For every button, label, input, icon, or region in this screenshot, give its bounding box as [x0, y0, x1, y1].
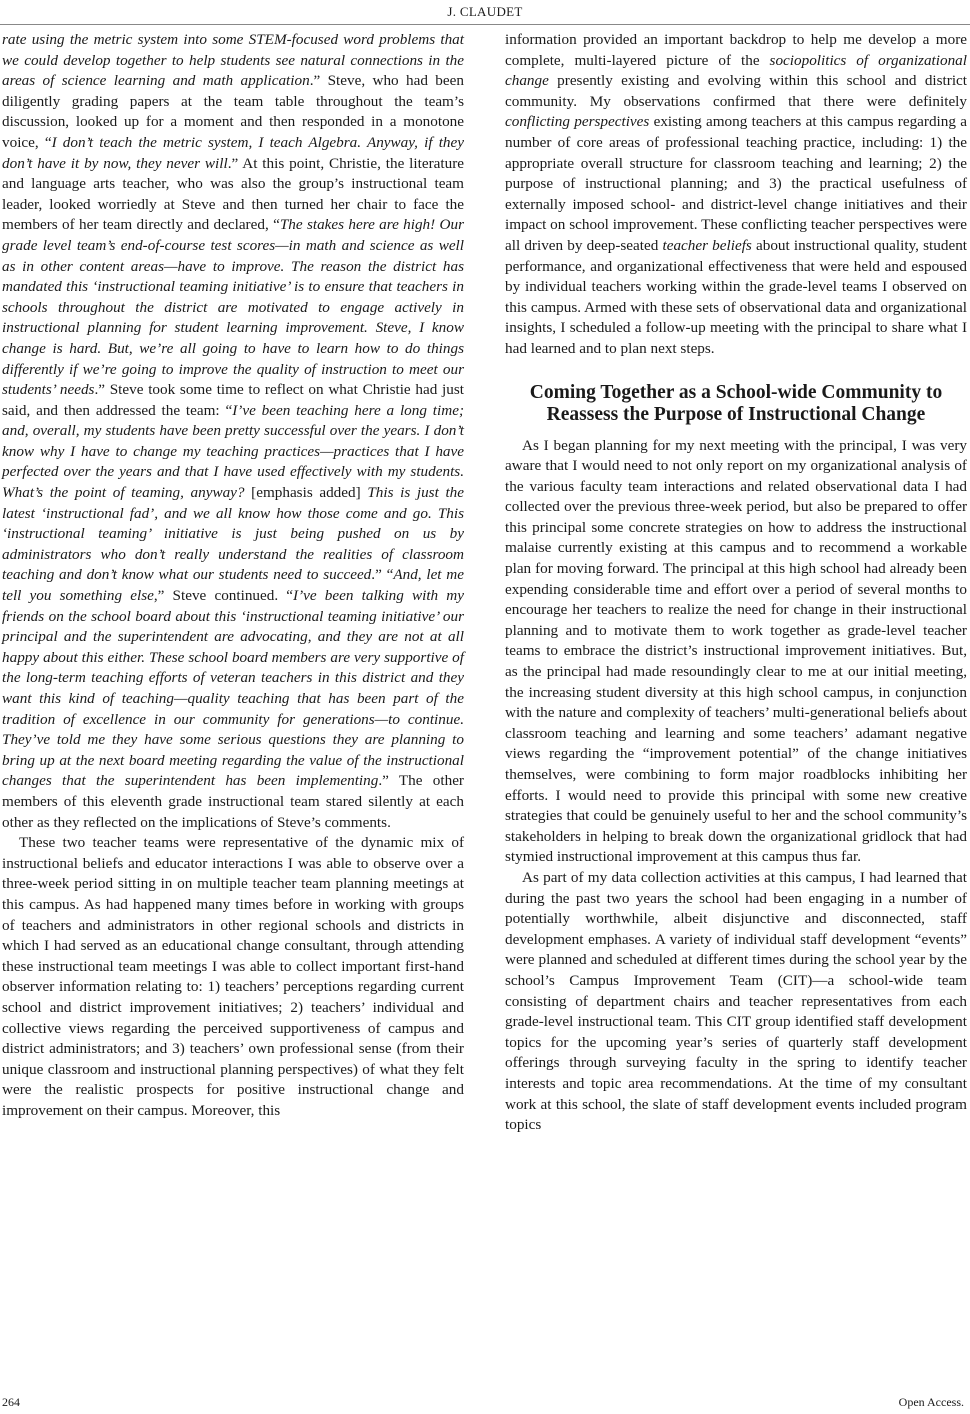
- paragraph: [505, 868, 967, 1136]
- italic-text: This is just the latest ‘instructional fad’, and we all know how those come and go. This ‘instructional teaming’ initiative is just being pushed on us by administrators who don’t really understand the realities of classroom teaching and don’t know what our students need to succeed: [2, 484, 464, 584]
- text-run: .” The other members of this eleventh grade instructional team stared silently at each other as they reflected on the implications of Steve’s comments.: [2, 772, 464, 831]
- page-number: 264: [2, 1395, 20, 1409]
- text-run: As part of my data collection activities at this campus, I had learned that during the past two years the school had been engaging in a number of potentially worthwhile, albeit disjunctive and disconnected, staff development emphases. A variety of individual staff development “events” were planned and scheduled at different times during the school year by the school’s Campus Improvement Team (CIT)—a school-wide team consisting of department chairs and teacher representatives from each grade-level instructional team. This CIT group identified staff development topics for the upcoming year’s series of quarterly staff development offerings through surveying faculty in the spring to identify teacher interests and topic area recommendations. At the time of my consultant work at this school, the slate of staff development events included program topics: [505, 868, 967, 1134]
- paragraph: [2, 30, 464, 833]
- italic-text: I’ve been talking with my friends on the school board about this ‘instructional teaming initiative’ our principal and the superintendent are advocating, and they are not at all happy about this either. These school board members are very supportive of the long-term teaching efforts of veteran teachers in this district and they want this kind of teaching—quality teaching that has been part of the tradition of excellence in our community for generations—to continue. They’ve told me they have some serious questions they are planning to bring up at the next board meeting regarding the value of the instructional changes that the superintendent has been implementing: [2, 587, 464, 790]
- header-rule: [0, 24, 970, 25]
- text-run: .” Steve took some time to reflect on what Christie had just said, and then addressed the team: “: [2, 381, 464, 419]
- italic-text: The stakes here are high! Our grade level team’s end-of-course test scores—in math and science as well as in other content areas—have to improve. The reason the district has mandated this ‘instructional teaming initiative’ is to ensure that teachers in schools throughout the district are motivated to engage actively in instructional planning for student learning improvement. Steve, I know change is hard. But, we’re all going to have to learn how to do things differently if we’re going to improve the quality of instruction to meet our students’ needs: [2, 216, 465, 399]
- left-column: [2, 30, 464, 1121]
- publisher-label: Open Access.: [898, 1395, 964, 1409]
- running-head: J. CLAUDET: [447, 4, 523, 19]
- text-run: ,” Steve continued. “: [153, 587, 294, 605]
- text-run: .” “: [371, 566, 394, 584]
- italic-text: rate using the metric system into some STEM-focused word problems that we could develop together to help students see natural connections in the areas of science learning and math application: [2, 31, 464, 90]
- italic-text: teacher beliefs: [662, 236, 752, 254]
- text-run: existing among teachers at this campus regarding a number of core areas of professional teaching practice, including: 1) the appropriate overall structure for classroom teaching and learning; 2) the purpose of instructional planning; and 3) the practical usefulness of externally imposed school- and district-level change initiatives and their impact on school improvement. These conflicting teacher perspectives were all driven by deep-seated: [505, 113, 967, 254]
- text-run: about instructional quality, student performance, and organizational effectiveness that were held and espoused by individual teachers working within the grade-level teams I observed on this campus. Armed with these sets of observational data and organizational insights, I scheduled a follow-up meeting with the principal to share what I had learned and to plan next steps.: [505, 236, 968, 357]
- text-run: These two teacher teams were representative of the dynamic mix of instructional beliefs and educator interactions I was able to observe over a three-week period sitting in on multiple teacher team planning meetings at this campus. As had happened many times before in working with groups of teachers and administrators in other regional schools and districts in which I had served as an educational change consultant, through attending these instructional team meetings I was able to collect important first-hand observer information relating to: 1) teachers’ perceptions regarding current school and district improvement initiatives; 2) teachers’ individual and collective views regarding the perceived supportiveness of campus and district administrators; and 3) teachers’ own professional sense (from their unique classroom and instructional planning perspectives) of what they felt were the realistic prospects for positive instructional change and improvement on their campus. Moreover, this: [2, 834, 464, 1119]
- paragraph: [505, 30, 967, 360]
- text-run: As I began planning for my next meeting with the principal, I was very aware that I would need to not only report on my organizational analysis of the various faculty team interactions and related observational data I had collected over the previous three-week period, but also be prepared to offer this principal some concrete strategies on how to address the instructional malaise currently existing at this campus and to recommend a workable plan for moving forward. The principal at this high school had already been expending considerable time and effort over a period of several months to encourage her teachers to realize the need for change in their instructional planning and to motivate them to work together as grade-level teacher teams to embrace the district’s instructional improvement initiatives. But, as the principal had made resoundingly clear to me at our initial meeting, the increasing student diversity at this high school campus, in conjunction with the nature and complexity of teachers’ multi-generational beliefs about classroom teaching and learning and some teachers’ adamant negative views regarding the “improvement potential” of the change initiatives themselves, were combining to form major roadblocks inhibiting her efforts. I would need to provide this principal with some new creative strategies that could be genuinely useful to her and the school community’s stakeholders in helping to break down the organizational gridlock that had stymied instructional improvement at this campus thus far.: [505, 436, 967, 866]
- paragraph: [505, 436, 967, 868]
- text-run: information provided an important backdrop to help me develop a more complete, multi-layered picture of the: [505, 31, 967, 69]
- text-run: .” At this point, Christie, the literature and language arts teacher, who was also the group’s instructional team leader, looked worriedly at Steve and then turned her chair to face the members of her team directly and declared, “: [2, 154, 464, 234]
- italic-text: conflicting perspectives: [505, 113, 650, 131]
- italic-text: I don’t teach the metric system, I teach Algebra. Anyway, if they don’t have it by now, they never will: [2, 133, 464, 172]
- text-run: [emphasis added]: [244, 484, 368, 502]
- italic-text: And, let me tell you something else: [2, 566, 464, 605]
- italic-text: sociopolitics of organizational change: [505, 51, 967, 90]
- section-heading: Coming Together as a School-wide Community to Reassess the Purpose of Instructional Change: [529, 381, 943, 425]
- text-run: .” Steve, who had been diligently grading papers at the team table throughout the team’s discussion, looked up for a moment and then responded in a monotone voice, “: [2, 72, 464, 151]
- paragraph: [2, 833, 464, 1121]
- text-run: presently existing and evolving within this school and district community. My observations confirmed that there were definitely: [505, 72, 967, 110]
- italic-text: I’ve been teaching here a long time; and, overall, my students have been pretty successful over the years. I don’t know why I have to change my teaching practices—practices that I have perfected over the years and that I have used effectively with my students. What’s the point of teaming, anyway?: [2, 401, 464, 502]
- right-column: [505, 30, 967, 1136]
